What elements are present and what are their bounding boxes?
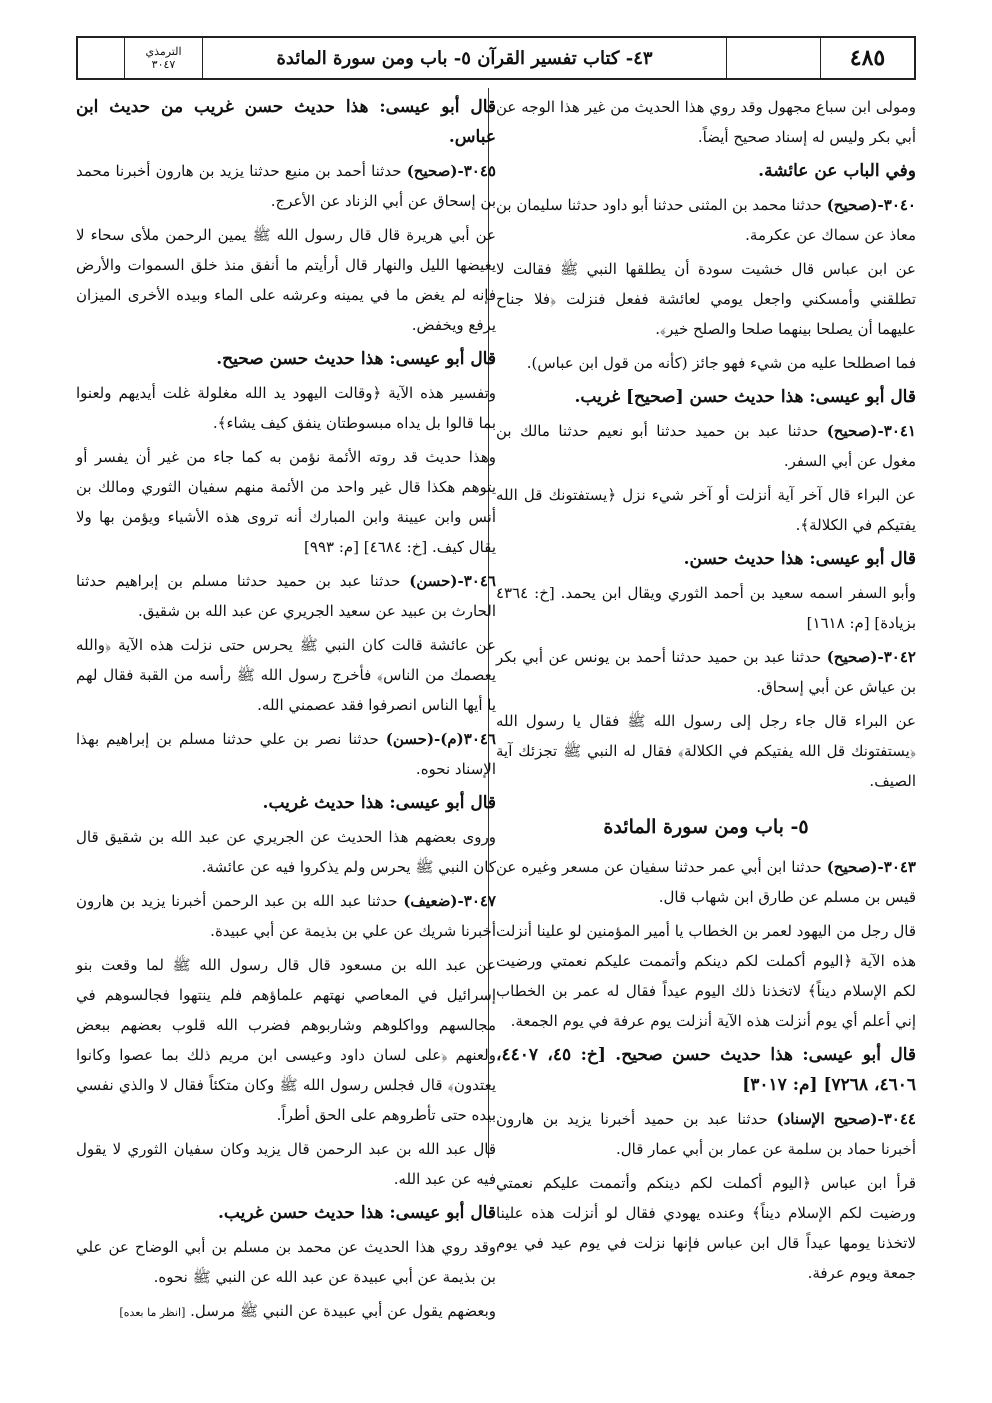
hadith-3040 [496, 190, 916, 250]
header-reference [124, 38, 202, 78]
hadith-number: ٣٠٤٤-(صحيح الإسناد) [776, 1110, 916, 1128]
hadith-3045 [76, 156, 496, 216]
tafsir-paragraph: وتفسير هذه الآية ﴿وقالت اليهود يد الله مغلولة غلت أيديهم ولعنوا بما قالوا بل يداه مبسوطتان ينفق كيف يشاء﴾. [76, 384, 496, 432]
abu-isa-comment: قال أبو عيسى: هذا حديث حسن غريب. [218, 1203, 496, 1223]
hadith-isnad: حدثنا عبد بن حميد حدثنا أبو نعيم حدثنا مالك بن مغول عن أبي السفر. [496, 422, 916, 470]
header-title: ٤٣- كتاب تفسير القرآن ٥- باب ومن سورة المائدة [202, 38, 726, 78]
hadith-note: وأبو السفر اسمه سعيد بن أحمد الثوري ويقال ابن يحمد. [خ: ٤٣٦٤ بزيادة] [م: ١٦١٨] [496, 584, 916, 632]
hadith-matn: عن عبد الله بن مسعود قال قال رسول الله ﷺ لما وقعت بنو إسرائيل في المعاصي نهتهم علماؤهم فلم ينتهوا فجالسوهم في مجالسهم وواكلوهم وشاربوهم فضرب الله قلوب بعضهم ببعض ولعنهم ﴿على لسان داود وعيسى ابن مريم ذلك بما عصوا وكانوا يعتدون﴾ قال فجلس رسول الله ﷺ وكان متكئاً فقال لا والذي نفسي بيده حتى تأطروهم على الحق أطراً. [76, 956, 496, 1124]
hadith-isnad: حدثنا محمد بن المثنى حدثنا أبو داود حدثنا سليمان بن معاذ عن سماك عن عكرمة. [496, 196, 916, 244]
abu-isa-comment: قال أبو عيسى: هذا حديث حسن صحيح. [خ: ٤٥، ٤٤٠٧، ٤٦٠٦، ٧٢٦٨] [م: ٣٠١٧] [496, 1045, 916, 1095]
hadith-3042 [496, 642, 916, 702]
hadith-3046 [76, 566, 496, 626]
header-empty-cell-left [78, 38, 124, 78]
hadith-matn: عن البراء قال جاء رجل إلى رسول الله ﷺ فقال يا رسول الله ﴿يستفتونك قل الله يفتيكم في الكلالة﴾ فقال له النبي ﷺ تجزئك آية الصيف. [496, 712, 916, 790]
hadith-3047 [76, 886, 496, 946]
hadith-isnad: حدثنا نصر بن علي حدثنا مسلم بن إبراهيم بهذا الإسناد نحوه. [76, 730, 496, 778]
hadith-extra: فما اصطلحا عليه من شيء فهو جائز (كأنه من قول ابن عباس). [526, 354, 916, 372]
hadith-matn: عن عائشة قالت كان النبي ﷺ يحرس حتى نزلت هذه الآية ﴿والله يعصمك من الناس﴾ فأخرج رسول الله ﷺ رأسه من القبة فقال لهم يا أيها الناس انصرفوا فقد عصمني الله. [76, 636, 496, 714]
header-empty-cell-right [726, 38, 820, 78]
hadith-number: ٣٠٤٠-(صحيح) [826, 196, 916, 214]
hadith-isnad: حدثنا أحمد بن منيع حدثنا يزيد بن هارون أخبرنا محمد بن إسحاق عن أبي الزناد عن الأعرج. [76, 162, 496, 210]
hadith-matn: قرأ ابن عباس ﴿اليوم أكملت لكم دينكم وأتممت عليكم نعمتي ورضيت لكم الإسلام ديناً﴾ وعنده يهودي فقال لو أنزلت هذه علينا لاتخذنا يومها عيداً قال ابن عباس فإنها نزلت في يوم عيد في يوم جمعة ويوم عرفة. [496, 1174, 916, 1282]
hadith-number: ٣٠٤٦-(حسن) [409, 572, 496, 590]
hadith-matn: عن أبي هريرة قال قال رسول الله ﷺ يمين الرحمن ملأى سحاء لا يغيضها الليل والنهار قال أرأيتم ما أنفق منذ خلق السموات والأرض فإنه لم يغض ما في يمينه وعرشه على الماء وبيده الأخرى الميزان يرفع ويخفض. [76, 226, 496, 334]
hadith-number: ٣٠٤٥-(صحيح) [406, 162, 496, 180]
hadith-isnad: حدثنا عبد الله بن عبد الرحمن أخبرنا يزيد بن هارون أخبرنا شريك عن علي بن بذيمة عن أبي عبيدة. [76, 892, 496, 940]
explanation-paragraph: وهذا حديث قد روته الأئمة نؤمن به كما جاء من غير أن يفسر أو يتوهم هكذا قال غير واحد من الأئمة منهم سفيان الثوري ومالك بن أنس وابن عيينة وابن المبارك أنه تروى هذه الأشياء ويؤمن بها ولا يقال كيف. [خ: ٤٦٨٤] [م: ٩٩٣] [76, 448, 496, 556]
hadith-note [76, 1296, 496, 1328]
hadith-matn: قال رجل من اليهود لعمر بن الخطاب يا أمير المؤمنين لو علينا أنزلت هذه الآية ﴿اليوم أكملت لكم دينكم وأتممت عليكم نعمتي ورضيت لكم الإسلام ديناً﴾ لاتخذنا ذلك اليوم عيداً فقال له عمر بن الخطاب إني أعلم أي يوم أنزلت هذه الآية أنزلت يوم عرفة في يوم الجمعة. [496, 922, 916, 1030]
hadith-isnad: حدثنا عبد بن حميد حدثنا مسلم بن إبراهيم حدثنا الحارث بن عبيد عن سعيد الجريري عن عبد الله بن شقيق. [76, 572, 496, 620]
left-column [76, 92, 496, 1332]
see-next-note: [انظر ما بعده] [119, 1306, 186, 1319]
right-column [496, 92, 916, 1292]
hadith-number: ٣٠٤١-(صحيح) [826, 422, 916, 440]
hadith-isnad: حدثنا عبد بن حميد أخبرنا يزيد بن هارون أخبرنا حماد بن سلمة عن عمار بن أبي عمار قال. [496, 1110, 916, 1158]
hadith-isnad: حدثنا عبد بن حميد حدثنا أحمد بن يونس عن أبي بكر بن عياش عن أبي إسحاق. [496, 648, 916, 696]
hadith-3043 [496, 852, 916, 912]
bab-note: وفي الباب عن عائشة. [758, 161, 916, 181]
hadith-matn: عن ابن عباس قال خشيت سودة أن يطلقها النبي ﷺ فقالت لا تطلقني وأمسكني واجعل يومي لعائشة ففعل فنزلت ﴿فلا جناح عليهما أن يصلحا بينهما صلحا والصلح خير﴾. [496, 260, 916, 338]
hadith-3041 [496, 416, 916, 476]
paragraph: ومولى ابن سباع مجهول وقد روي هذا الحديث من غير هذا الوجه عن أبي بكر وليس له إسناد صحيح أيضاً. [496, 98, 916, 146]
hadith-note: وقد روي هذا الحديث عن محمد بن مسلم بن أبي الوضاح عن علي بن بذيمة عن أبي عبيدة عن عبد الله عن النبي ﷺ نحوه. [76, 1238, 496, 1286]
hadith-number: ٣٠٤٣-(صحيح) [826, 858, 916, 876]
abu-isa-comment: قال أبو عيسى: هذا حديث حسن صحيح. [216, 349, 496, 369]
hadith-note: قال عبد الله بن عبد الرحمن قال يزيد وكان سفيان الثوري لا يقول فيه عن عبد الله. [76, 1140, 496, 1188]
hadith-number: ٣٠٤٧-(ضعيف) [403, 892, 496, 910]
abu-isa-comment: قال أبو عيسى: هذا حديث غريب. [262, 793, 496, 813]
hadith-3044 [496, 1104, 916, 1164]
abu-isa-comment: قال أبو عيسى: هذا حديث حسن غريب من حديث ابن عباس. [76, 97, 496, 147]
header-ref-book: الترمذي [145, 45, 182, 58]
chapter-title: ٥- باب ومن سورة المائدة [603, 816, 809, 838]
abu-isa-comment: قال أبو عيسى: هذا حديث حسن. [683, 549, 916, 569]
page-header [76, 36, 916, 80]
hadith-isnad: حدثنا ابن أبي عمر حدثنا سفيان عن مسعر وغيره عن قيس بن مسلم عن طارق ابن شهاب قال. [496, 858, 916, 906]
hadith-number: ٣٠٤٦(م)-(حسن) [385, 730, 496, 748]
hadith-number: ٣٠٤٢-(صحيح) [826, 648, 916, 666]
page-number: ٤٨٥ [820, 38, 914, 78]
header-ref-number: ٣٠٤٧ [151, 58, 176, 71]
hadith-note-text: وبعضهم يقول عن أبي عبيدة عن النبي ﷺ مرسل. [190, 1302, 496, 1320]
abu-isa-comment: قال أبو عيسى: هذا حديث حسن [صحيح] غريب. [574, 387, 916, 407]
hadith-3046m [76, 724, 496, 784]
hadith-matn: عن البراء قال آخر آية أنزلت أو آخر شيء نزل ﴿يستفتونك قل الله يفتيكم في الكلالة﴾. [496, 486, 916, 534]
hadith-note: وروى بعضهم هذا الحديث عن الجريري عن عبد الله بن شقيق قال كان النبي ﷺ يحرس ولم يذكروا فيه عن عائشة. [76, 828, 496, 876]
